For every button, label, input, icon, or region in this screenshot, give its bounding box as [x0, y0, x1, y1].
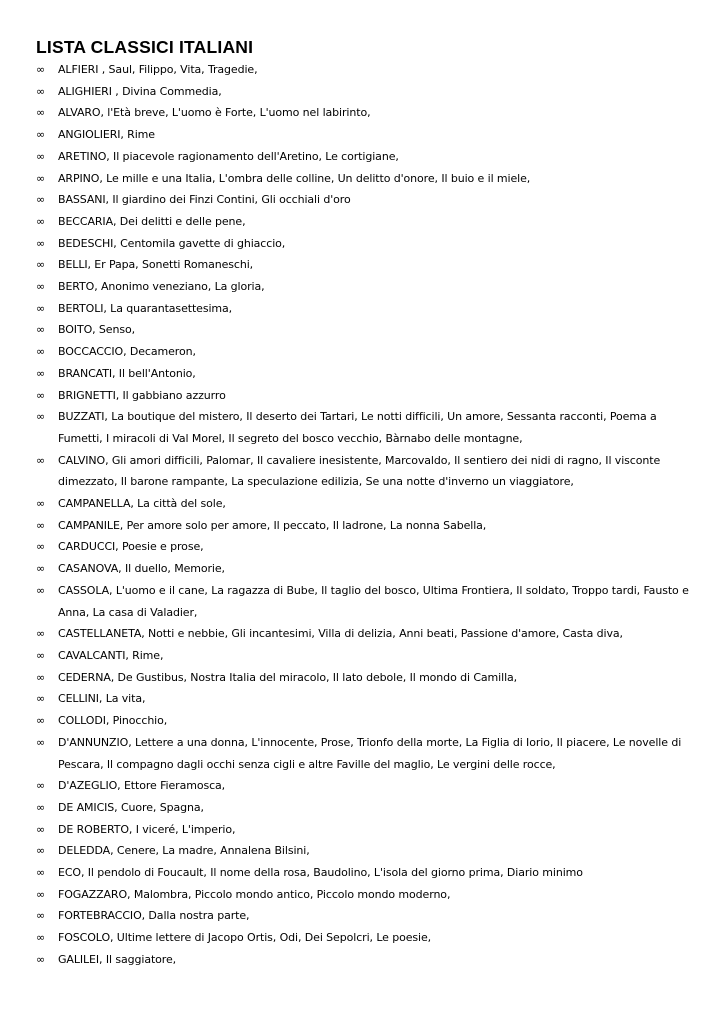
- infinity-bullet-icon: ∞: [36, 648, 46, 662]
- infinity-bullet-icon: ∞: [36, 301, 46, 315]
- infinity-bullet-icon: ∞: [36, 214, 46, 228]
- infinity-bullet-icon: ∞: [36, 236, 46, 250]
- list-item: [36, 710, 702, 732]
- infinity-bullet-icon: ∞: [36, 497, 46, 511]
- classics-list: [36, 59, 702, 971]
- list-item-text: CEDERNA, De Gustibus, Nostra Italia del miracolo, Il lato debole, Il mondo di Camilla,: [58, 670, 518, 684]
- list-item-text: CAMPANILE, Per amore solo per amore, Il peccato, Il ladrone, La nonna Sabella,: [58, 518, 487, 532]
- list-item: [36, 406, 702, 449]
- list-item: [36, 688, 702, 710]
- list-item-text: DE AMICIS, Cuore, Spagna,: [58, 800, 204, 814]
- list-item-text: DELEDDA, Cenere, La madre, Annalena Bilsini,: [58, 844, 310, 858]
- list-item-text: COLLODI, Pinocchio,: [58, 714, 168, 728]
- list-item-text: CAMPANELLA, La città del sole,: [58, 497, 226, 511]
- list-item: [36, 515, 702, 537]
- infinity-bullet-icon: ∞: [36, 345, 46, 359]
- infinity-bullet-icon: ∞: [36, 844, 46, 858]
- list-item: [36, 536, 702, 558]
- infinity-bullet-icon: ∞: [36, 670, 46, 684]
- list-item: [36, 319, 702, 341]
- list-item-text: ALIGHIERI , Divina Commedia,: [58, 84, 222, 98]
- list-item-text: FORTEBRACCIO, Dalla nostra parte,: [58, 909, 250, 923]
- list-item: [36, 59, 702, 81]
- list-item: [36, 558, 702, 580]
- infinity-bullet-icon: ∞: [36, 410, 46, 424]
- list-item-text: ARPINO, Le mille e una Italia, L'ombra delle colline, Un delitto d'onore, Il buio e il miele,: [58, 171, 531, 185]
- list-item-text: BEDESCHI, Centomila gavette di ghiaccio,: [58, 236, 286, 250]
- list-item-text: ANGIOLIERI, Rime: [58, 128, 155, 142]
- list-item: [36, 732, 702, 775]
- list-item: [36, 146, 702, 168]
- infinity-bullet-icon: ∞: [36, 909, 46, 923]
- list-item: [36, 124, 702, 146]
- list-item: [36, 775, 702, 797]
- infinity-bullet-icon: ∞: [36, 714, 46, 728]
- list-item-text: BOITO, Senso,: [58, 323, 136, 337]
- infinity-bullet-icon: ∞: [36, 866, 46, 880]
- list-item-text: D'ANNUNZIO, Lettere a una donna, L'innocente, Prose, Trionfo della morte, La Figlia di Iorio, Il piacere, Le novelle di Pescara, Il compagno dagli occhi senza cigli e altre Faville del maglio, Le vergini delle rocce,: [58, 735, 682, 771]
- infinity-bullet-icon: ∞: [36, 583, 46, 597]
- list-item: [36, 168, 702, 190]
- list-item: [36, 623, 702, 645]
- list-item: [36, 450, 702, 493]
- infinity-bullet-icon: ∞: [36, 280, 46, 294]
- list-item-text: D'AZEGLIO, Ettore Fieramosca,: [58, 779, 226, 793]
- list-item: [36, 840, 702, 862]
- list-item-text: BASSANI, Il giardino dei Finzi Contini, Gli occhiali d'oro: [58, 193, 351, 207]
- list-item: [36, 385, 702, 407]
- list-item-text: BRANCATI, Il bell'Antonio,: [58, 366, 196, 380]
- infinity-bullet-icon: ∞: [36, 63, 46, 76]
- infinity-bullet-icon: ∞: [36, 735, 46, 749]
- infinity-bullet-icon: ∞: [36, 388, 46, 402]
- list-item: [36, 102, 702, 124]
- list-item: [36, 254, 702, 276]
- infinity-bullet-icon: ∞: [36, 887, 46, 901]
- infinity-bullet-icon: ∞: [36, 800, 46, 814]
- list-item: [36, 233, 702, 255]
- infinity-bullet-icon: ∞: [36, 193, 46, 207]
- infinity-bullet-icon: ∞: [36, 128, 46, 142]
- list-item: [36, 667, 702, 689]
- infinity-bullet-icon: ∞: [36, 106, 46, 120]
- infinity-bullet-icon: ∞: [36, 84, 46, 98]
- list-item-text: CASTELLANETA, Notti e nebbie, Gli incantesimi, Villa di delizia, Anni beati, Passione d'amore, Casta diva,: [58, 627, 623, 641]
- infinity-bullet-icon: ∞: [36, 562, 46, 576]
- list-item: [36, 862, 702, 884]
- list-item-text: ECO, Il pendolo di Foucault, Il nome della rosa, Baudolino, L'isola del giorno prima, Diario minimo: [58, 866, 583, 880]
- infinity-bullet-icon: ∞: [36, 931, 46, 945]
- list-item-text: ARETINO, Il piacevole ragionamento dell'Aretino, Le cortigiane,: [58, 149, 399, 163]
- list-item-text: FOSCOLO, Ultime lettere di Jacopo Ortis, Odi, Dei Sepolcri, Le poesie,: [58, 931, 432, 945]
- infinity-bullet-icon: ∞: [36, 366, 46, 380]
- infinity-bullet-icon: ∞: [36, 822, 46, 836]
- list-item-text: CASSOLA, L'uomo e il cane, La ragazza di Bube, Il taglio del bosco, Ultima Frontiera, Il soldato, Troppo tardi, Fausto e Anna, La casa di Valadier,: [58, 583, 689, 619]
- list-item-text: CASANOVA, Il duello, Memorie,: [58, 562, 225, 576]
- infinity-bullet-icon: ∞: [36, 171, 46, 185]
- list-item-text: FOGAZZARO, Malombra, Piccolo mondo antico, Piccolo mondo moderno,: [58, 887, 451, 901]
- list-item: [36, 81, 702, 103]
- list-item-text: ALFIERI , Saul, Filippo, Vita, Tragedie,: [58, 63, 258, 76]
- list-item-text: CALVINO, Gli amori difficili, Palomar, Il cavaliere inesistente, Marcovaldo, Il sentiero dei nidi di ragno, Il visconte dimezzato, Il barone rampante, La speculazione edilizia, Se una notte d'inverno un viaggiatore,: [58, 453, 661, 489]
- list-item: [36, 363, 702, 385]
- infinity-bullet-icon: ∞: [36, 627, 46, 641]
- list-item-text: DE ROBERTO, I viceré, L'imperio,: [58, 822, 236, 836]
- list-item-text: ALVARO, l'Età breve, L'uomo è Forte, L'uomo nel labirinto,: [58, 106, 371, 120]
- list-item-text: BERTOLI, La quarantasettesima,: [58, 301, 233, 315]
- infinity-bullet-icon: ∞: [36, 258, 46, 272]
- list-item-text: BECCARIA, Dei delitti e delle pene,: [58, 214, 246, 228]
- list-item-text: BOCCACCIO, Decameron,: [58, 345, 196, 359]
- infinity-bullet-icon: ∞: [36, 518, 46, 532]
- infinity-bullet-icon: ∞: [36, 149, 46, 163]
- list-item: [36, 276, 702, 298]
- list-item: [36, 298, 702, 320]
- list-item: [36, 580, 702, 623]
- list-item: [36, 797, 702, 819]
- list-item: [36, 645, 702, 667]
- list-item-text: BELLI, Er Papa, Sonetti Romaneschi,: [58, 258, 254, 272]
- list-item: [36, 493, 702, 515]
- list-item: [36, 927, 702, 949]
- list-title: LISTA CLASSICI ITALIANI: [36, 37, 254, 57]
- list-item-text: BUZZATI, La boutique del mistero, Il deserto dei Tartari, Le notti difficili, Un amore, Sessanta racconti, Poema a Fumetti, I miracoli di Val Morel, Il segreto del bosco vecchio, Bàrnabo delle montagne,: [58, 410, 657, 445]
- infinity-bullet-icon: ∞: [36, 453, 46, 467]
- list-item-text: CARDUCCI, Poesie e prose,: [58, 540, 204, 554]
- list-item-text: BERTO, Anonimo veneziano, La gloria,: [58, 280, 265, 294]
- list-item-text: BRIGNETTI, Il gabbiano azzurro: [58, 388, 226, 402]
- list-item-text: CAVALCANTI, Rime,: [58, 648, 164, 662]
- list-item: [36, 189, 702, 211]
- list-item: [36, 905, 702, 927]
- infinity-bullet-icon: ∞: [36, 692, 46, 706]
- list-item-text: GALILEI, Il saggiatore,: [58, 952, 177, 966]
- list-item: [36, 819, 702, 841]
- infinity-bullet-icon: ∞: [36, 952, 46, 966]
- list-item-text: CELLINI, La vita,: [58, 692, 146, 706]
- list-item: [36, 341, 702, 363]
- list-item: [36, 884, 702, 906]
- list-item: [36, 949, 702, 971]
- infinity-bullet-icon: ∞: [36, 323, 46, 337]
- list-item: [36, 211, 702, 233]
- infinity-bullet-icon: ∞: [36, 540, 46, 554]
- infinity-bullet-icon: ∞: [36, 779, 46, 793]
